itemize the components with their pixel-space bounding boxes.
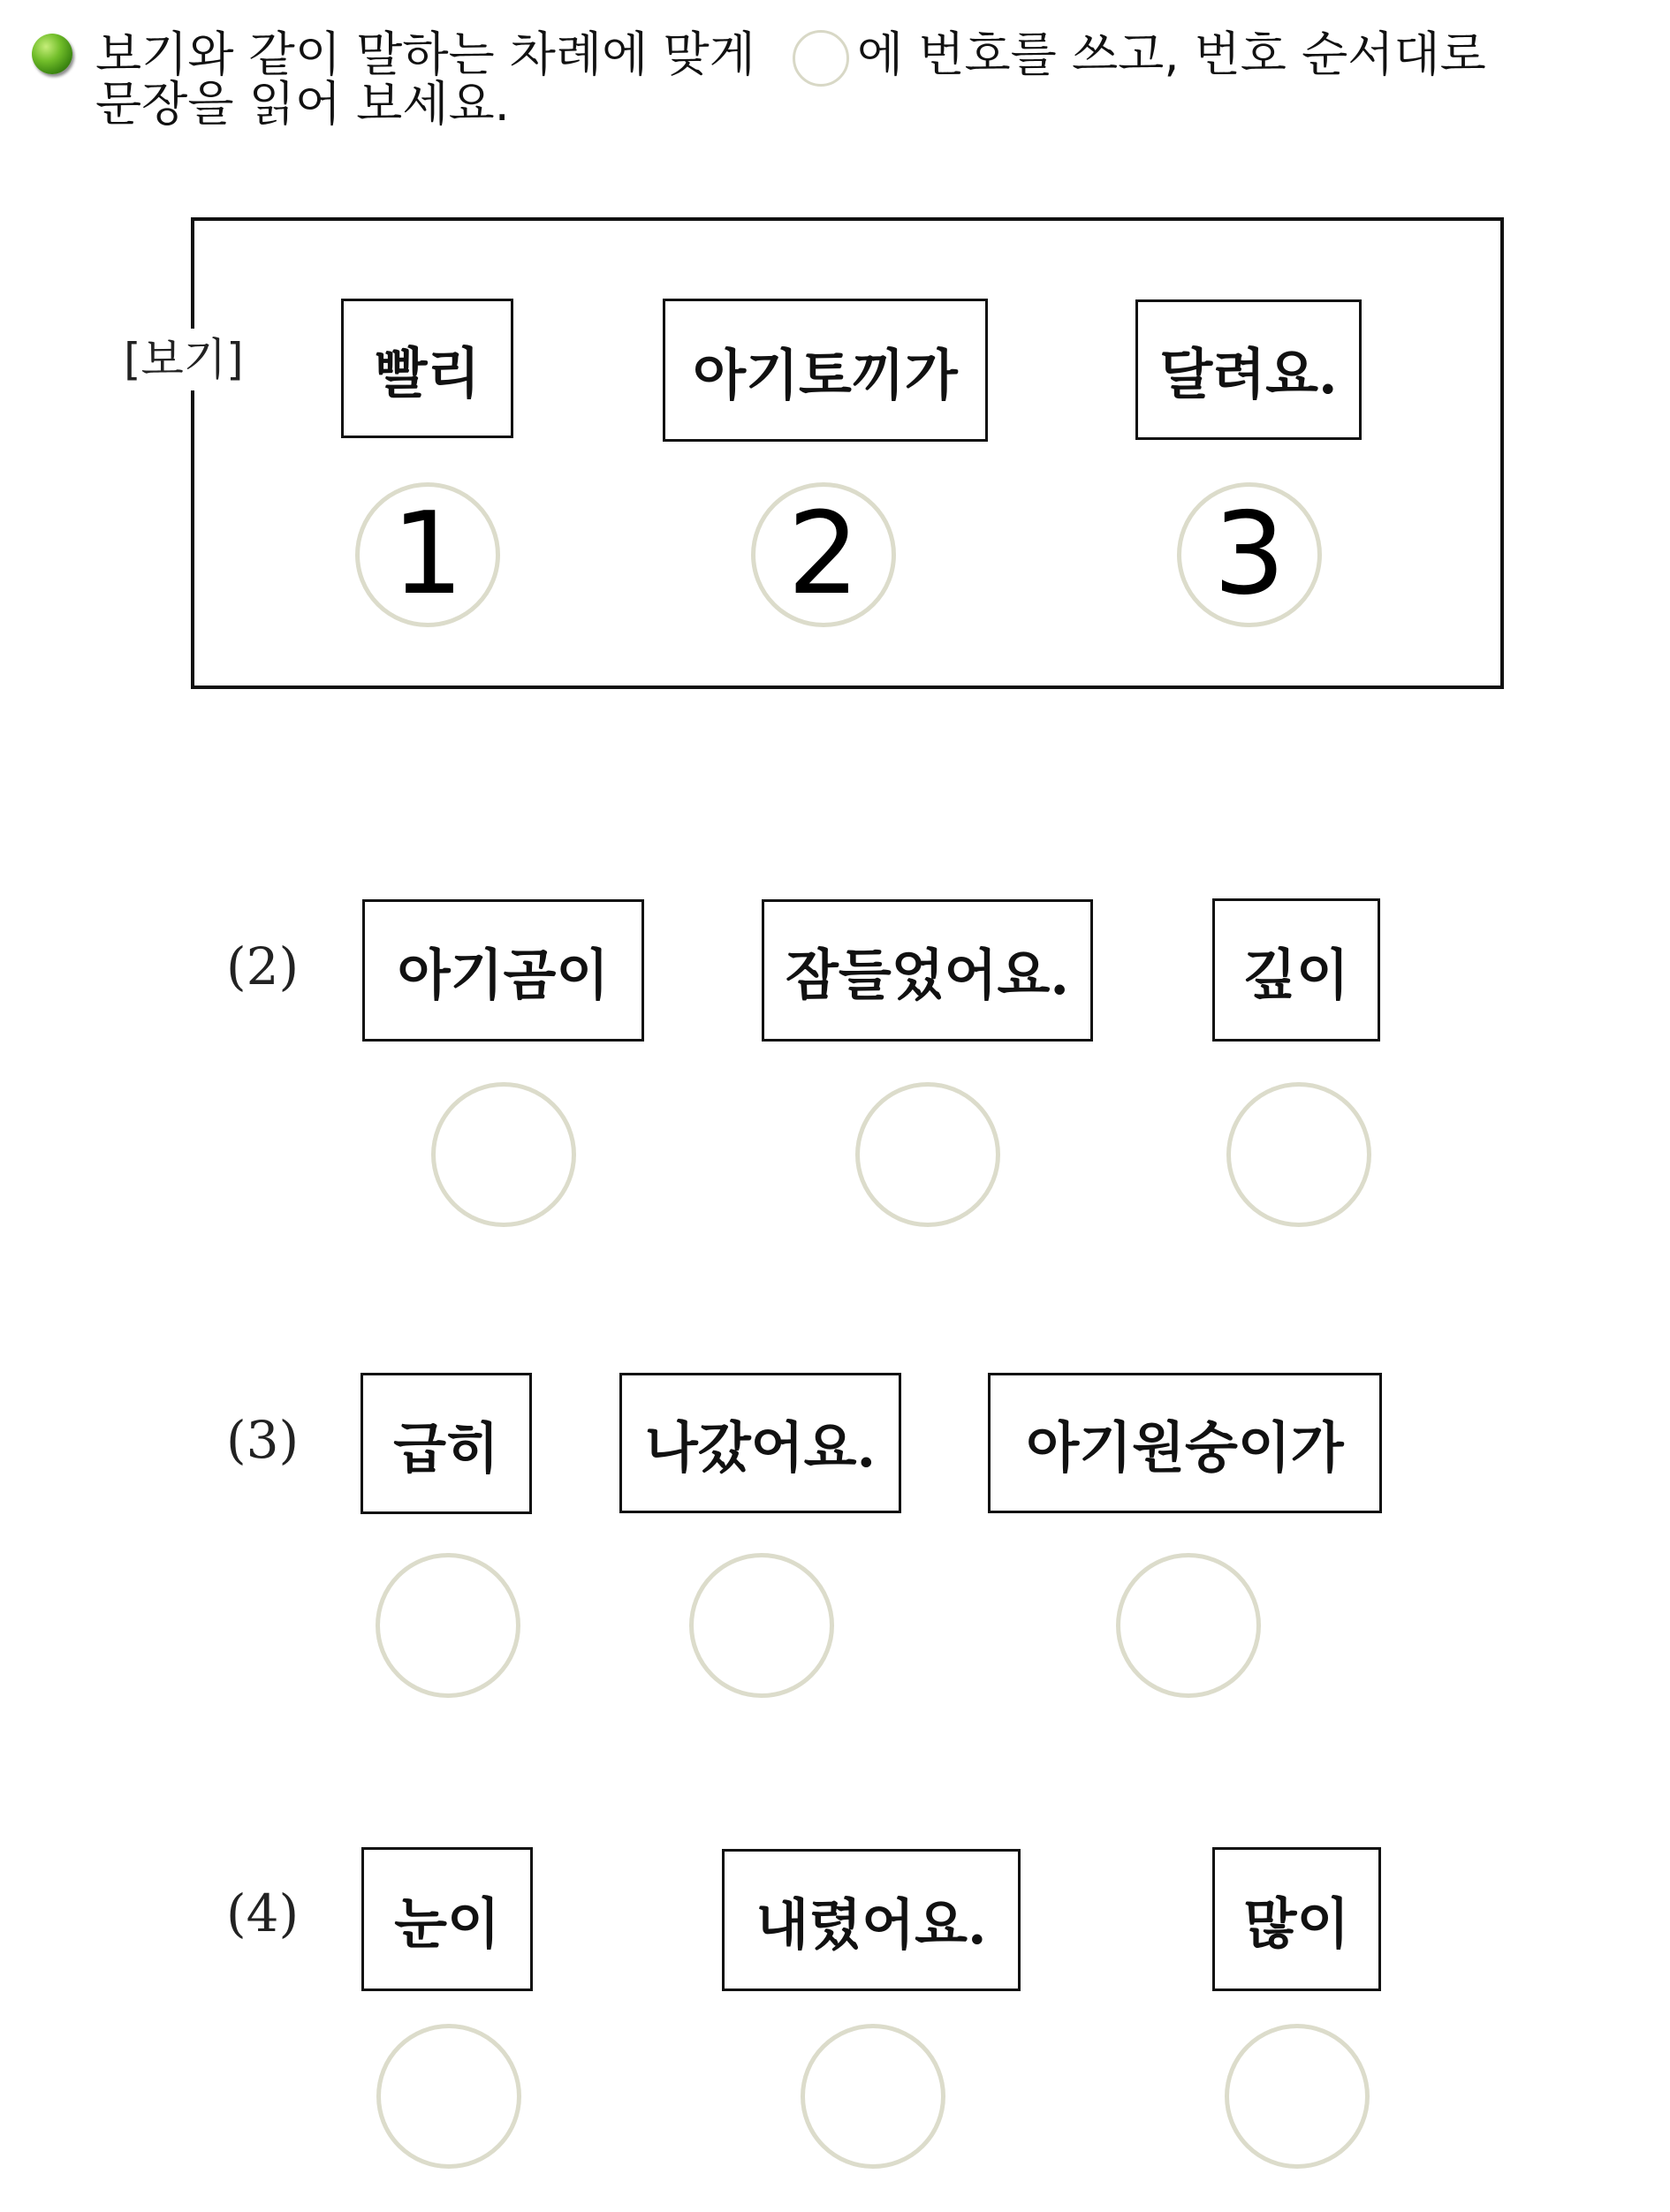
instruction-line1-before: 보기와 같이 말하는 차례에 맞게 bbox=[95, 27, 755, 82]
problem-2-answer-circle-2[interactable] bbox=[855, 1082, 1000, 1227]
problem-2-answer-circle-3[interactable] bbox=[1226, 1082, 1371, 1227]
problem-3-word-2: 나갔어요. bbox=[619, 1373, 901, 1513]
instruction-answer-circle-icon bbox=[793, 30, 849, 87]
problem-2-number: (2) bbox=[226, 936, 300, 996]
problem-3-answer-circle-1[interactable] bbox=[376, 1553, 520, 1698]
problem-4-number: (4) bbox=[226, 1883, 300, 1943]
problem-2-word-3: 깊이 bbox=[1212, 898, 1380, 1042]
problem-3-word-3: 아기원숭이가 bbox=[988, 1373, 1382, 1513]
problem-3-answer-circle-2[interactable] bbox=[689, 1553, 834, 1698]
problem-4-word-3: 많이 bbox=[1212, 1847, 1381, 1991]
problem-3-word-1: 급히 bbox=[361, 1373, 532, 1514]
example-answer-circle-2: 2 bbox=[751, 482, 896, 627]
problem-4-word-2: 내렸어요. bbox=[722, 1849, 1021, 1991]
problem-2-word-2: 잠들었어요. bbox=[762, 899, 1093, 1042]
example-word-1: 빨리 bbox=[341, 299, 513, 438]
example-answer-circle-3: 3 bbox=[1177, 482, 1322, 627]
problem-4-word-1: 눈이 bbox=[361, 1847, 533, 1991]
example-answer-circle-1: 1 bbox=[355, 482, 500, 627]
example-label: [보기] bbox=[124, 329, 244, 390]
problem-4-answer-circle-2[interactable] bbox=[801, 2024, 945, 2169]
instruction-line1-after: 에 번호를 쓰고, 번호 순서대로 bbox=[857, 27, 1486, 82]
problem-2-answer-circle-1[interactable] bbox=[431, 1082, 576, 1227]
problem-3-number: (3) bbox=[226, 1410, 300, 1470]
example-word-2: 아기토끼가 bbox=[663, 299, 988, 442]
instruction-line2: 문장을 읽어 보세요. bbox=[95, 76, 510, 132]
problem-3-answer-circle-3[interactable] bbox=[1116, 1553, 1261, 1698]
problem-4-answer-circle-1[interactable] bbox=[376, 2024, 521, 2169]
example-word-3: 달려요. bbox=[1135, 299, 1362, 440]
problem-2-word-1: 아기곰이 bbox=[362, 899, 644, 1042]
problem-4-answer-circle-3[interactable] bbox=[1225, 2024, 1370, 2169]
green-ball-icon bbox=[32, 34, 72, 74]
